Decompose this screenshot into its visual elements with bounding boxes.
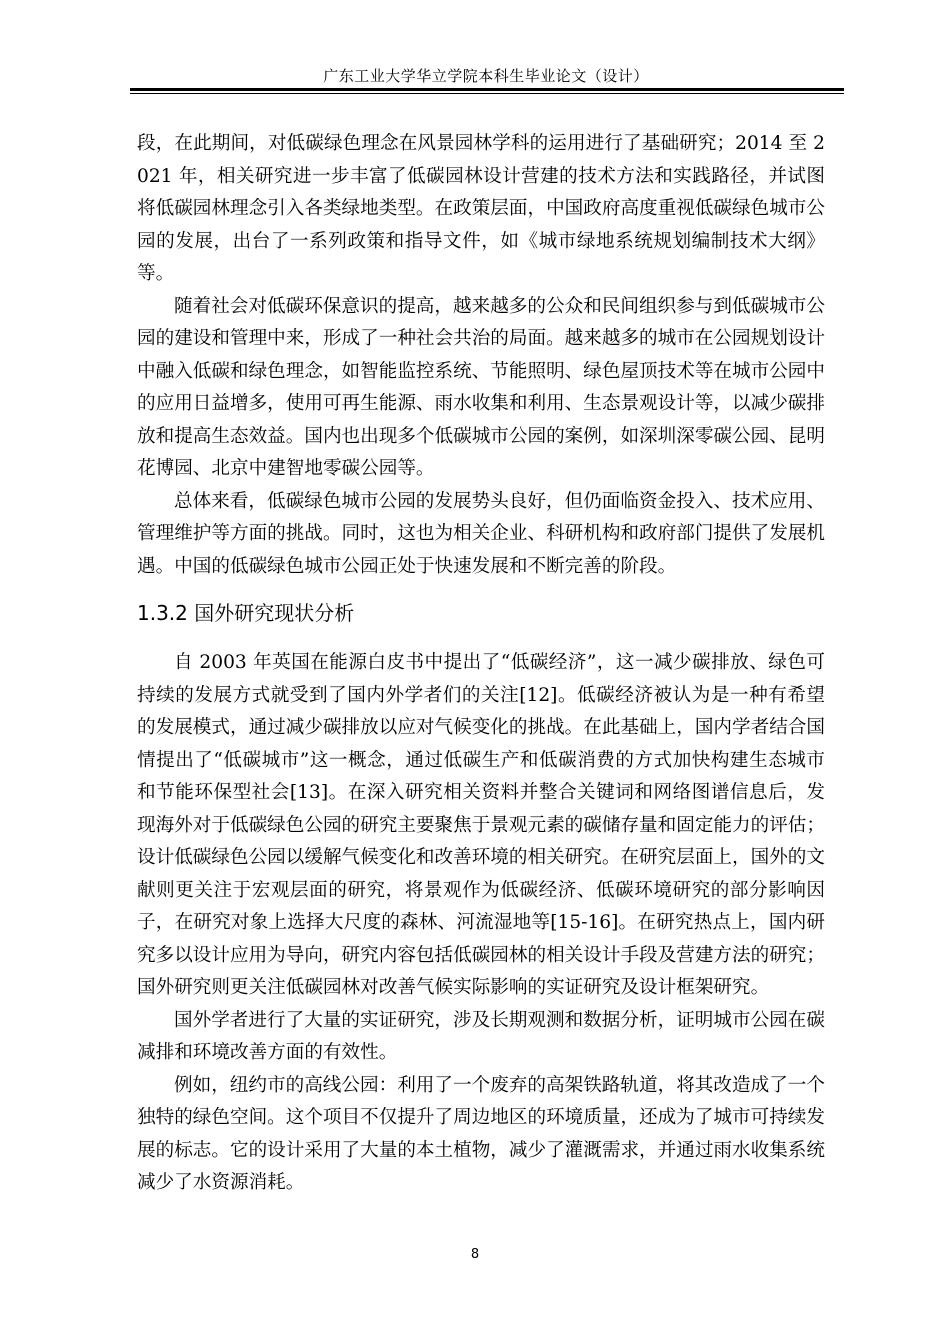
body-paragraph: 随着社会对低碳环保意识的提高，越来越多的公众和民间组织参与到低碳城市公园的建设和管理中来，形成了一种社会共治的局面。越来越多的城市在公园规划设计中融入低碳和绿色理念，如智能监控系统、节能照明、绿色屋顶技术等在城市公园中的应用日益增多，使用可再生能源、雨水收集和利用、生态景观设计等，以减少碳排放和提高生态效益。国内也出现多个低碳城市公园的案例，如深圳深零碳公园、昆明花博园、北京中建智地零碳公园等。 — [137, 295, 825, 479]
running-header: 广东工业大学华立学院本科生毕业论文（设计） — [323, 67, 649, 85]
section-heading: 1.3.2 国外研究现状分析 — [137, 601, 355, 625]
header-rule-thin — [130, 93, 844, 94]
page-number: 8 — [470, 1247, 480, 1262]
body-paragraph: 例如，纽约市的高线公园：利用了一个废弃的高架铁路轨道，将其改造成了一个独特的绿色空间。这个项目不仅提升了周边地区的环境质量，还成为了城市可持续发展的标志。它的设计采用了大量的本土植物，减少了灌溉需求，并通过雨水收集系统减少了水资源消耗。 — [137, 1074, 825, 1193]
body-paragraph-continued: 段，在此期间，对低碳绿色理念在风景园林学科的运用进行了基础研究；2014 至 2021 年，相关研究进一步丰富了低碳园林设计营建的技术方法和实践路径，并试图将低碳园林理念引入各类绿地类型。在政策层面，中国政府高度重视低碳绿色城市公园的发展，出台了一系列政策和指导文件，如《城市绿地系统规划编制技术大纲》等。 — [137, 133, 825, 284]
page-body — [137, 128, 825, 1200]
header-rule-thick — [130, 88, 844, 91]
body-paragraph: 国外学者进行了大量的实证研究，涉及长期观测和数据分析，证明城市公园在碳减排和环境改善方面的有效性。 — [137, 1009, 825, 1063]
body-paragraph: 总体来看，低碳绿色城市公园的发展势头良好，但仍面临资金投入、技术应用、管理维护等方面的挑战。同时，这也为相关企业、科研机构和政府部门提供了发展机遇。中国的低碳绿色城市公园正处于快速发展和不断完善的阶段。 — [137, 490, 825, 577]
body-paragraph: 自 2003 年英国在能源白皮书中提出了“低碳经济”，这一减少碳排放、绿色可持续的发展方式就受到了国内外学者们的关注[12]。低碳经济被认为是一种有希望的发展模式，通过减少碳排放以应对气候变化的挑战。在此基础上，国内学者结合国情提出了“低碳城市”这一概念，通过低碳生产和低碳消费的方式加快构建生态城市和节能环保型社会[13]。在深入研究相关资料并整合关键词和网络图谱信息后，发现海外对于低碳绿色公园的研究主要聚焦于景观元素的碳储存量和固定能力的评估；设计低碳绿色公园以缓解气候变化和改善环境的相关研究。在研究层面上，国外的文献则更关注于宏观层面的研究，将景观作为低碳经济、低碳环境研究的部分影响因子，在研究对象上选择大尺度的森林、河流湿地等[15-16]。在研究热点上，国内研究多以设计应用为导向，研究内容包括低碳园林的相关设计手段及营建方法的研究；国外研究则更关注低碳园林对改善气候实际影响的实证研究及设计框架研究。 — [137, 652, 825, 998]
